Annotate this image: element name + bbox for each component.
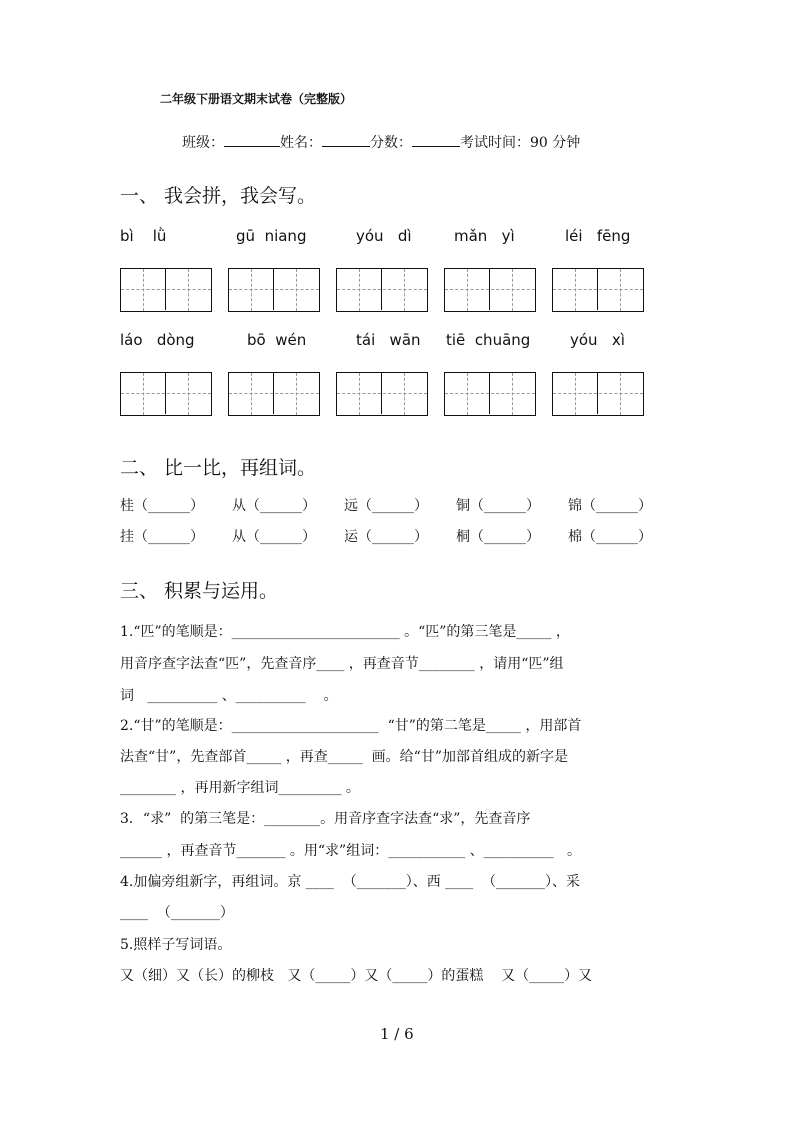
compare-item: 从（______） — [232, 529, 316, 545]
pinyin-1-5: léi fēng — [565, 227, 631, 245]
pinyin-2-3: tái wān — [356, 331, 421, 349]
class-label: 班级： — [182, 135, 224, 151]
section3-heading: 三、 积累与运用。 — [120, 580, 279, 602]
question-line: ________ ，再用新字组词_________ 。 — [120, 780, 360, 796]
score-label: 分数： — [370, 135, 412, 151]
compare-item: 棉（______） — [568, 529, 652, 545]
writing-grid[interactable] — [228, 372, 320, 416]
question-line: 4.加偏旁组新字，再组词。京 ____ （_______）、西 ____ （_______）、采 — [120, 874, 581, 890]
student-info-line — [182, 131, 580, 152]
pinyin-1-3: yóu dì — [356, 227, 412, 245]
question-line: 又（细）又（长）的柳枝 又（_____）又（_____）的蛋糕 又（_____）又 — [120, 968, 593, 984]
score-field[interactable] — [412, 131, 460, 147]
pinyin-2-2: bō wén — [247, 331, 307, 349]
compare-item: 铜（______） — [456, 498, 540, 514]
pinyin-1-1: bì lǜ — [120, 227, 167, 245]
question-line: 3．“求” 的第三笔是：________。用音序查字法查“求”，先查音序 — [120, 811, 531, 827]
compare-item: 桐（______） — [456, 529, 540, 545]
pinyin-2-5: yóu xì — [570, 331, 625, 349]
exam-title: 二年级下册语文期末试卷（完整版） — [160, 92, 353, 106]
writing-grid[interactable] — [336, 268, 428, 312]
name-label: 姓名： — [280, 135, 322, 151]
writing-grid[interactable] — [120, 268, 212, 312]
question-line: 2.“甘”的笔顺是：_____________________ “甘”的第二笔是_____ ，用部首 — [120, 718, 582, 734]
question-line: 用音序查字法查“匹”，先查音序____ ，再查音节________ ，请用“匹”组 — [120, 656, 564, 672]
question-line: 5.照样子写词语。 — [120, 937, 232, 953]
compare-item: 运（______） — [344, 529, 428, 545]
name-field[interactable] — [322, 131, 370, 147]
page-number: 1 / 6 — [380, 1025, 414, 1043]
writing-grid[interactable] — [444, 372, 536, 416]
writing-grid[interactable] — [444, 268, 536, 312]
question-line: 法查“甘”，先查部首_____ ，再查_____ 画。给“甘”加部首组成的新字是 — [120, 749, 568, 765]
section2-heading: 二、 比一比，再组词。 — [120, 457, 317, 479]
compare-item: 从（______） — [232, 498, 316, 514]
question-line: ____ （_______） — [120, 905, 234, 921]
pinyin-2-1: láo dòng — [120, 331, 195, 349]
question-line: 1.“匹”的笔顺是：________________________ 。“匹”的第三笔是_____ ， — [120, 624, 570, 640]
writing-grid[interactable] — [336, 372, 428, 416]
section1-heading: 一、 我会拼，我会写。 — [120, 185, 317, 207]
writing-grid[interactable] — [120, 372, 212, 416]
compare-item: 锦（______） — [568, 498, 652, 514]
compare-item: 桂（______） — [120, 498, 204, 514]
writing-grid[interactable] — [552, 372, 644, 416]
pinyin-1-4: mǎn yì — [454, 227, 515, 245]
pinyin-1-2: gū niang — [236, 227, 307, 245]
pinyin-2-4: tiē chuāng — [446, 331, 531, 349]
writing-grid[interactable] — [228, 268, 320, 312]
question-line: 词 __________ 、__________ 。 — [120, 688, 338, 704]
exam-time: 考试时间：90 分钟 — [460, 135, 581, 151]
question-line: ______ ，再查音节_______ 。用“求”组词：___________ 、__________ 。 — [120, 843, 582, 859]
compare-item: 远（______） — [344, 498, 428, 514]
writing-grid[interactable] — [552, 268, 644, 312]
class-field[interactable] — [224, 131, 280, 147]
compare-item: 挂（______） — [120, 529, 204, 545]
